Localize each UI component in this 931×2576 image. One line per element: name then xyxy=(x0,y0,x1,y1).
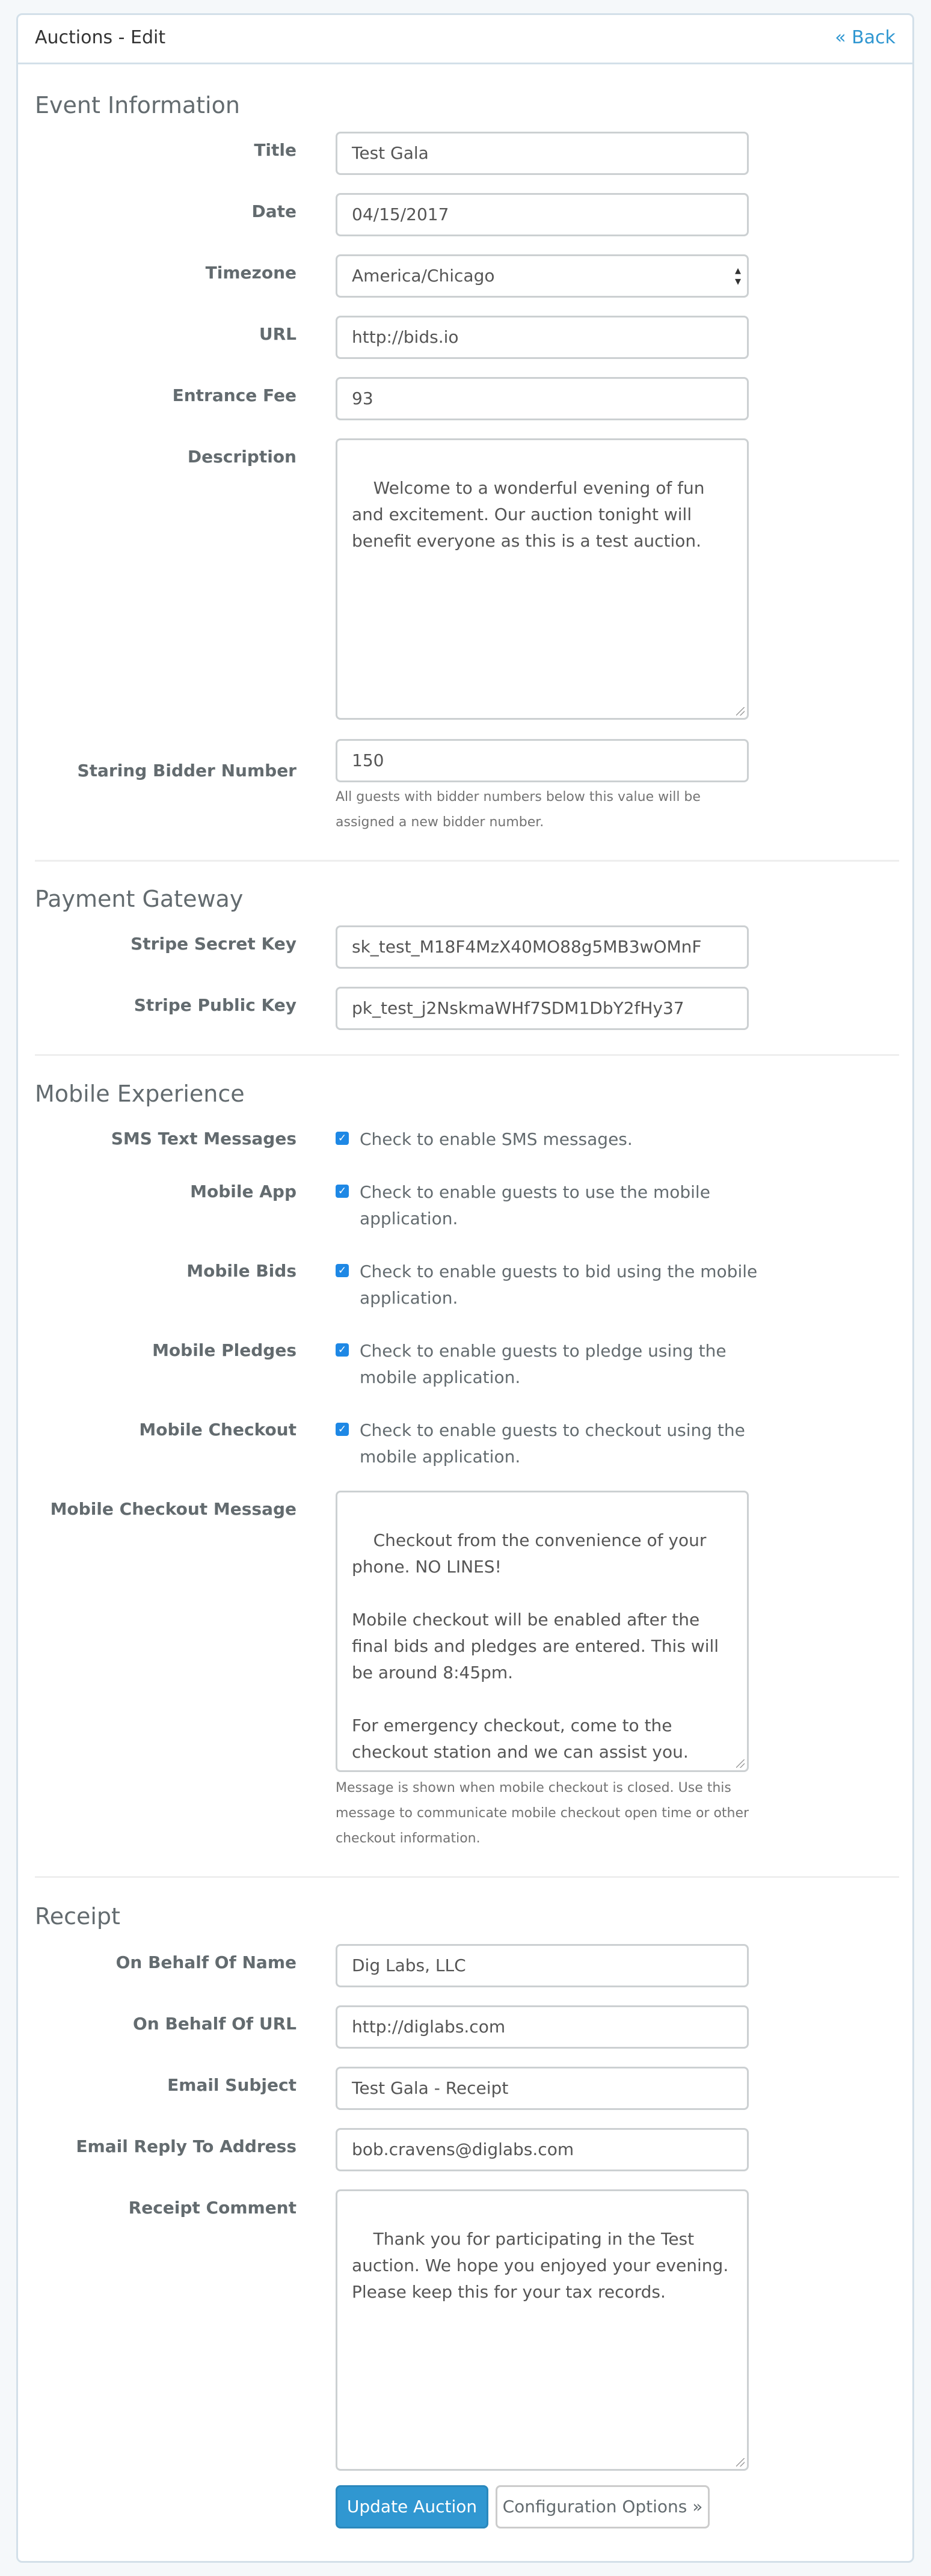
mobile-pledges-checkbox[interactable]: ✓ xyxy=(336,1343,349,1357)
configuration-options-button[interactable]: Configuration Options » xyxy=(496,2485,710,2528)
section-divider xyxy=(35,860,899,862)
back-link[interactable]: « Back xyxy=(835,27,896,48)
sms-checkbox[interactable]: ✓ xyxy=(336,1132,349,1145)
mobile-app-label: Mobile App xyxy=(190,1182,297,1201)
sms-checkbox-text: Check to enable SMS messages. xyxy=(360,1129,633,1149)
resize-grip-icon[interactable] xyxy=(736,2458,745,2467)
date-input[interactable]: 04/15/2017 xyxy=(336,193,749,236)
section-title-mobile: Mobile Experience xyxy=(35,1081,245,1107)
url-label: URL xyxy=(259,324,297,344)
section-title-receipt: Receipt xyxy=(35,1903,120,1930)
receipt-comment-textarea[interactable] xyxy=(336,2189,749,2471)
email-subject-label: Email Subject xyxy=(167,2075,297,2095)
mobile-checkout-checkbox-text: Check to enable guests to checkout using the mobile application. xyxy=(360,1420,745,1467)
behalf-name-label: On Behalf Of Name xyxy=(115,1952,297,1972)
email-reply-input[interactable]: bob.cravens@diglabs.com xyxy=(336,2128,749,2171)
section-divider xyxy=(35,1054,899,1056)
section-title-event: Event Information xyxy=(35,92,240,118)
panel-heading xyxy=(18,15,912,64)
mobile-checkout-checkbox[interactable]: ✓ xyxy=(336,1423,349,1436)
section-title-payment: Payment Gateway xyxy=(35,886,244,912)
checkout-message-text: Checkout from the convenience of your phone. NO LINES! Mobile checkout will be enabled after the final bids and pledges are entered. This will be around 8:45pm. For emergency checkout, come to the checkout station and we can assist you. xyxy=(352,1530,719,1762)
resize-grip-icon[interactable] xyxy=(736,707,745,716)
mobile-bids-label: Mobile Bids xyxy=(186,1261,297,1281)
resize-grip-icon[interactable] xyxy=(736,1759,745,1768)
timezone-selected-value: America/Chicago xyxy=(352,266,495,286)
mobile-bids-checkbox-text: Check to enable guests to bid using the mobile application. xyxy=(360,1262,758,1308)
bidder-number-label: Staring Bidder Number xyxy=(77,761,297,780)
date-label: Date xyxy=(251,201,297,221)
checkout-message-label: Mobile Checkout Message xyxy=(50,1499,297,1519)
select-arrows-icon: ▴ ▾ xyxy=(734,263,741,288)
stripe-secret-input[interactable]: sk_test_M18F4MzX40MO88g5MB3wOMnF xyxy=(336,925,749,969)
behalf-url-label: On Behalf Of URL xyxy=(132,2014,297,2034)
email-subject-input[interactable]: Test Gala - Receipt xyxy=(336,2067,749,2110)
receipt-comment-label: Receipt Comment xyxy=(128,2198,297,2218)
mobile-pledges-label: Mobile Pledges xyxy=(152,1340,297,1360)
title-label: Title xyxy=(254,140,297,160)
entrance-fee-label: Entrance Fee xyxy=(172,385,297,405)
checkout-message-textarea[interactable] xyxy=(336,1491,749,1772)
mobile-app-checkbox-text: Check to enable guests to use the mobile application. xyxy=(360,1182,710,1228)
stripe-public-label: Stripe Public Key xyxy=(134,995,297,1015)
receipt-comment-text: Thank you for participating in the Test auction. We hope you enjoyed your evening. Please keep this for your tax records. xyxy=(352,2229,734,2302)
mobile-bids-checkbox[interactable]: ✓ xyxy=(336,1264,349,1277)
email-reply-label: Email Reply To Address xyxy=(76,2136,297,2156)
mobile-app-checkbox[interactable]: ✓ xyxy=(336,1185,349,1198)
behalf-url-input[interactable]: http://diglabs.com xyxy=(336,2005,749,2049)
url-input[interactable]: http://bids.io xyxy=(336,316,749,359)
stripe-public-input[interactable]: pk_test_j2NskmaWHf7SDM1DbY2fHy37 xyxy=(336,987,749,1030)
behalf-name-input[interactable]: Dig Labs, LLC xyxy=(336,1944,749,1987)
timezone-label: Timezone xyxy=(205,263,297,283)
timezone-select[interactable] xyxy=(336,254,749,298)
description-label: Description xyxy=(187,447,297,467)
page-title: Auctions - Edit xyxy=(35,27,166,48)
stripe-secret-label: Stripe Secret Key xyxy=(131,934,297,954)
title-input[interactable]: Test Gala xyxy=(336,132,749,175)
entrance-fee-input[interactable]: 93 xyxy=(336,377,749,420)
update-auction-button[interactable]: Update Auction xyxy=(336,2485,488,2528)
checkout-message-help: Message is shown when mobile checkout is closed. Use this message to communicate mobile checkout open time or other checkout information. xyxy=(336,1780,749,1846)
bidder-number-help: All guests with bidder numbers below this value will be assigned a new bidder number. xyxy=(336,790,701,830)
edit-panel xyxy=(16,13,914,2563)
description-textarea[interactable] xyxy=(336,438,749,720)
description-text: Welcome to a wonderful evening of fun and excitement. Our auction tonight will benefit everyone as this is a test auction. xyxy=(352,478,710,551)
bidder-number-input[interactable]: 150 xyxy=(336,739,749,782)
mobile-pledges-checkbox-text: Check to enable guests to pledge using the mobile application. xyxy=(360,1341,727,1387)
mobile-checkout-label: Mobile Checkout xyxy=(139,1420,297,1440)
section-divider xyxy=(35,1876,899,1878)
sms-label: SMS Text Messages xyxy=(111,1129,297,1148)
